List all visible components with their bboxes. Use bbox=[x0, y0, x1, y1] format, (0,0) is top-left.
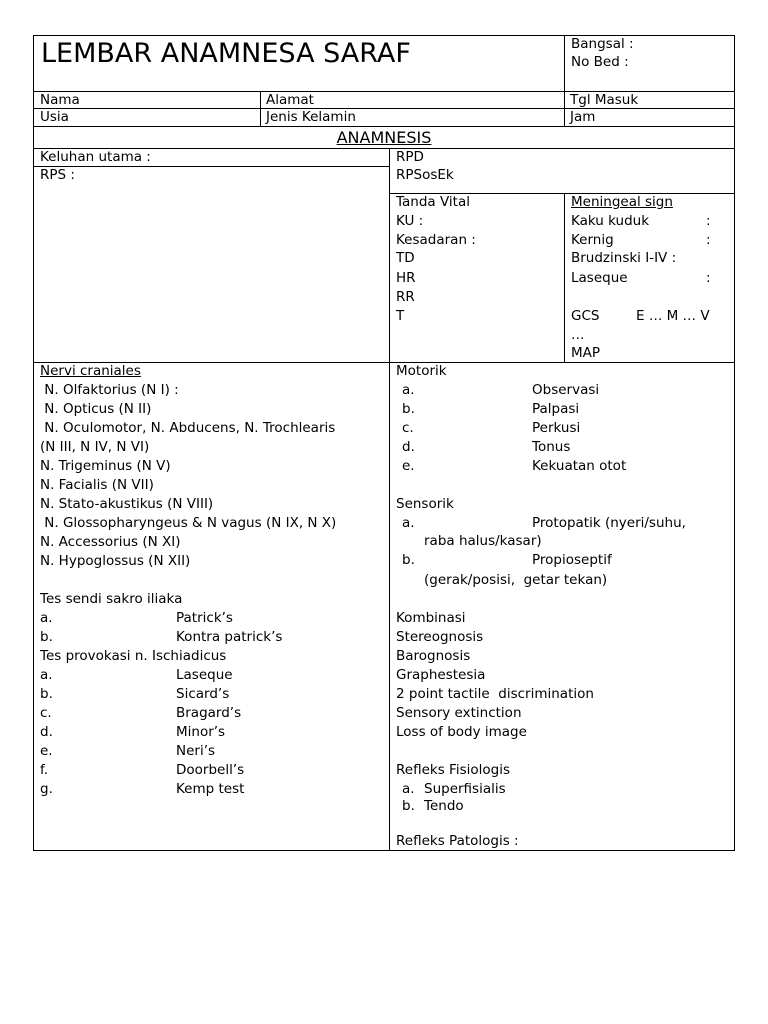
motorik-letter: c. bbox=[402, 420, 414, 436]
rule-usia bbox=[33, 126, 735, 127]
refleks-patologis-heading: Refleks Patologis : bbox=[396, 833, 519, 849]
vital-ku: KU : bbox=[396, 213, 424, 229]
ischiadicus-label: Bragard’s bbox=[176, 705, 242, 721]
nervi-item: N. Stato-akustikus (N VIII) bbox=[40, 496, 214, 512]
nervi-item: N. Olfaktorius (N I) : bbox=[40, 382, 179, 398]
sakro-label: Kontra patrick’s bbox=[176, 629, 283, 645]
sakro-letter: a. bbox=[40, 610, 53, 626]
jenis-kelamin-label: Jenis Kelamin bbox=[266, 109, 356, 125]
border-left bbox=[33, 35, 34, 851]
sakro-heading: Tes sendi sakro iliaka bbox=[40, 591, 183, 607]
nervi-item: N. Accessorius (N XI) bbox=[40, 534, 181, 550]
refleks-letter-a: a. bbox=[402, 781, 415, 797]
motorik-letter: a. bbox=[402, 382, 415, 398]
keluhan-utama-label: Keluhan utama : bbox=[40, 149, 151, 165]
nervi-item: N. Oculomotor, N. Abducens, N. Trochlearis bbox=[40, 420, 336, 436]
kernig-label: Kernig bbox=[571, 232, 614, 248]
ischiadicus-letter: a. bbox=[40, 667, 53, 683]
motorik-letter: e. bbox=[402, 458, 415, 474]
kombinasi-item: Sensory extinction bbox=[396, 705, 522, 721]
ischiadicus-label: Kemp test bbox=[176, 781, 245, 797]
kaku-kuduk-label: Kaku kuduk bbox=[571, 213, 650, 229]
kombinasi-item: Kombinasi bbox=[396, 610, 466, 626]
kaku-kuduk-colon: : bbox=[706, 213, 711, 229]
nama-label: Nama bbox=[40, 92, 80, 108]
rps-label: RPS : bbox=[40, 167, 75, 183]
rpd-label: RPD bbox=[396, 149, 424, 165]
vital-t: T bbox=[396, 308, 405, 324]
kombinasi-item: Stereognosis bbox=[396, 629, 484, 645]
sensorik-propioseptif-cont: (gerak/posisi, getar tekan) bbox=[424, 572, 608, 588]
kombinasi-item: Graphestesia bbox=[396, 667, 486, 683]
motorik-label: Palpasi bbox=[532, 401, 580, 417]
sakro-letter: b. bbox=[40, 629, 53, 645]
refleks-superfisialis: Superfisialis bbox=[424, 781, 506, 797]
vital-hr: HR bbox=[396, 270, 416, 286]
nervi-item: N. Trigeminus (N V) bbox=[40, 458, 171, 474]
nervi-heading: Nervi craniales bbox=[40, 363, 141, 379]
motorik-label: Observasi bbox=[532, 382, 600, 398]
sensorik-heading: Sensorik bbox=[396, 496, 454, 512]
sensorik-protopatik: Protopatik (nyeri/suhu, bbox=[532, 515, 686, 531]
jam-label: Jam bbox=[570, 109, 596, 125]
sensorik-propioseptif: Propioseptif bbox=[532, 552, 612, 568]
nervi-item: N. Facialis (N VII) bbox=[40, 477, 154, 493]
motorik-label: Perkusi bbox=[532, 420, 581, 436]
bangsal-label: Bangsal : bbox=[571, 36, 634, 52]
ischiadicus-label: Laseque bbox=[176, 667, 233, 683]
kombinasi-item: Loss of body image bbox=[396, 724, 527, 740]
gcs-continuation: … bbox=[571, 327, 585, 343]
refleks-fisiologis-heading: Refleks Fisiologis bbox=[396, 762, 510, 778]
motorik-label: Tonus bbox=[532, 439, 571, 455]
sensorik-protopatik-cont: raba halus/kasar) bbox=[424, 533, 542, 549]
motorik-letter: b. bbox=[402, 401, 415, 417]
border-right bbox=[734, 35, 735, 851]
kombinasi-item: 2 point tactile discrimination bbox=[396, 686, 594, 702]
rule-keluhan bbox=[33, 166, 390, 167]
kernig-colon: : bbox=[706, 232, 711, 248]
nervi-item: N. Hypoglossus (N XII) bbox=[40, 553, 191, 569]
refleks-letter-b: b. bbox=[402, 798, 415, 814]
vital-kesadaran: Kesadaran : bbox=[396, 232, 476, 248]
refleks-tendo: Tendo bbox=[424, 798, 464, 814]
ischiadicus-letter: c. bbox=[40, 705, 52, 721]
laseque-colon: : bbox=[706, 270, 711, 286]
ischiadicus-heading: Tes provokasi n. Ischiadicus bbox=[40, 648, 227, 664]
laseque-label: Laseque bbox=[571, 270, 628, 286]
rule-col-meningeal bbox=[564, 193, 565, 363]
ischiadicus-letter: e. bbox=[40, 743, 53, 759]
map-label: MAP bbox=[571, 345, 601, 361]
tgl-masuk-label: Tgl Masuk bbox=[570, 92, 639, 108]
sakro-label: Patrick’s bbox=[176, 610, 233, 626]
rule-col-right bbox=[564, 35, 565, 127]
rule-col-mid bbox=[389, 148, 390, 851]
gcs-label: GCS bbox=[571, 308, 600, 324]
ischiadicus-label: Doorbell’s bbox=[176, 762, 245, 778]
vital-td: TD bbox=[396, 250, 415, 266]
ischiadicus-label: Minor’s bbox=[176, 724, 226, 740]
kombinasi-item: Barognosis bbox=[396, 648, 471, 664]
nervi-item: N. Glossopharyngeus & N vagus (N IX, N X) bbox=[40, 515, 337, 531]
border-bottom bbox=[33, 850, 735, 851]
ischiadicus-letter: g. bbox=[40, 781, 53, 797]
ischiadicus-letter: b. bbox=[40, 686, 53, 702]
ischiadicus-label: Neri’s bbox=[176, 743, 216, 759]
anamnesis-heading: ANAMNESIS bbox=[336, 128, 432, 147]
motorik-heading: Motorik bbox=[396, 363, 447, 379]
tanda-vital-heading: Tanda Vital bbox=[396, 194, 470, 210]
ischiadicus-label: Sicard’s bbox=[176, 686, 230, 702]
rule-col-alamat bbox=[260, 91, 261, 127]
nervi-item: N. Opticus (N II) bbox=[40, 401, 152, 417]
sensorik-letter-a: a. bbox=[402, 515, 415, 531]
nervi-item: (N III, N IV, N VI) bbox=[40, 439, 150, 455]
brudzinski-label: Brudzinski I-IV : bbox=[571, 250, 677, 266]
alamat-label: Alamat bbox=[266, 92, 314, 108]
ischiadicus-letter: f. bbox=[40, 762, 49, 778]
meningeal-heading: Meningeal sign bbox=[571, 194, 673, 210]
no-bed-label: No Bed : bbox=[571, 54, 629, 70]
usia-label: Usia bbox=[40, 109, 69, 125]
sensorik-letter-b: b. bbox=[402, 552, 415, 568]
gcs-values: E … M … V bbox=[636, 308, 710, 324]
form-title: LEMBAR ANAMNESA SARAF bbox=[41, 38, 411, 69]
motorik-label: Kekuatan otot bbox=[532, 458, 627, 474]
vital-rr: RR bbox=[396, 289, 415, 305]
rpsosek-label: RPSosEk bbox=[396, 167, 454, 183]
ischiadicus-letter: d. bbox=[40, 724, 53, 740]
motorik-letter: d. bbox=[402, 439, 415, 455]
